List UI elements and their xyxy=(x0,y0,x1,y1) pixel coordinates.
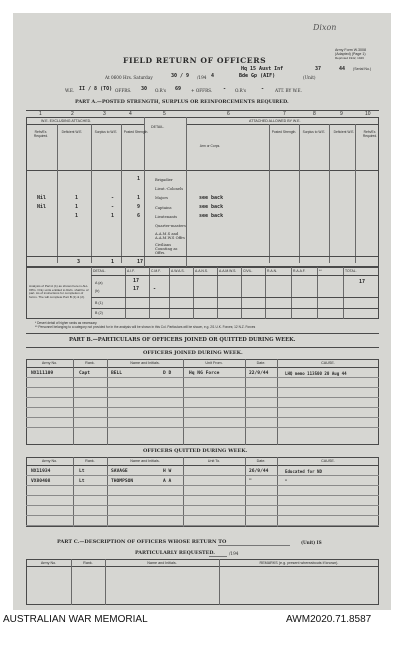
handwritten-annotation: Dixon xyxy=(313,23,337,32)
table-header: REMARKS (e.g. present whereabouts if known). xyxy=(259,561,339,565)
table-header: Unit From. xyxy=(205,361,223,365)
form-page xyxy=(13,13,391,610)
cell-arm-corps: see back xyxy=(199,213,224,219)
column-number: 3 xyxy=(103,111,106,117)
row-rule xyxy=(26,417,379,418)
part-a-table xyxy=(26,117,379,267)
year-typed: 4 xyxy=(211,73,215,79)
sub-header: Deficient W.E. xyxy=(333,130,355,134)
year-prefix: /194 xyxy=(197,75,207,80)
column-divider xyxy=(73,457,74,527)
cell-surplus: 1 xyxy=(111,213,115,219)
army-form-adapted: (Adapted) (Page 1) xyxy=(335,52,366,56)
part-c-unit-is: (Unit) IS xyxy=(301,540,322,545)
cell-arm-corps: see back xyxy=(199,195,224,201)
part-c-title: PART C.—DESCRIPTION OF OFFICERS WHOSE RETURN TO xyxy=(57,539,227,545)
column-number: 9 xyxy=(340,111,343,117)
row-rule xyxy=(26,495,379,496)
rule xyxy=(26,465,379,466)
rule xyxy=(209,556,227,557)
part-c-year: /194 xyxy=(229,551,239,556)
table-header: Army No. xyxy=(41,361,58,365)
part-c-particularly: PARTICULARLY REQUESTED. xyxy=(135,550,215,556)
table-header: Name and Initials. xyxy=(130,459,160,463)
cause: " xyxy=(285,479,288,484)
analysis-col-header: TOTAL. xyxy=(345,269,357,273)
column-divider xyxy=(57,124,58,263)
cell-surplus: - xyxy=(111,204,115,210)
ors2-typed: - xyxy=(261,86,265,92)
rule xyxy=(91,308,379,309)
rule xyxy=(26,566,379,567)
offrs2-typed: - xyxy=(223,86,227,92)
analysis-b-value: 17 xyxy=(133,286,140,292)
form-title: FIELD RETURN OF OFFICERS xyxy=(123,56,267,65)
army-number: NX111109 xyxy=(31,371,54,376)
rule xyxy=(91,297,379,298)
analysis-col-header: A.I.F. xyxy=(127,269,135,273)
rank-label: Lieutenants xyxy=(155,215,178,219)
column-number: 10 xyxy=(365,111,371,117)
sub-header: Surplus to W.E. xyxy=(94,130,118,134)
table-header: Unit To. xyxy=(207,459,221,463)
unit-label: (Unit) xyxy=(303,75,316,80)
we-label: W.E. xyxy=(65,88,75,93)
table-header: Name and Initials. xyxy=(147,561,177,565)
column-divider xyxy=(121,124,122,263)
column-divider xyxy=(299,124,300,263)
cell-arm-corps: see back xyxy=(199,204,224,210)
part-b-title: PART B.—PARTICULARS OF OFFICERS JOINED OR QUITTED DURING WEEK. xyxy=(69,337,296,343)
quitted-title: OFFICERS QUITTED DURING WEEK. xyxy=(143,448,248,454)
row-rule xyxy=(26,505,379,506)
we-typed: II / 8 (TO) xyxy=(79,86,113,92)
analysis-col-header: A.A.M.W.S. xyxy=(219,269,237,273)
column-number: 8 xyxy=(313,111,316,117)
footer-accession: AWM2020.71.8587 xyxy=(286,614,372,625)
cause: LHQ memo 113500 20 Aug 44 xyxy=(285,371,347,376)
table-header: CAUSE. xyxy=(321,361,335,365)
footnote-2: ** Personnel belonging to a category not provided for in the analysis will be shown in this Col. Particulars will be shown, e.g. 2/1 U.K. Forces; 12 N.Z. Forces xyxy=(35,325,256,329)
ors-label: O.R's xyxy=(155,88,166,93)
total-deficient: 3 xyxy=(77,259,81,265)
row-rule xyxy=(26,407,379,408)
unit: Hq NG Force xyxy=(189,371,220,376)
sub-header: Refn/Ex. Required. xyxy=(362,130,378,138)
column-divider xyxy=(107,457,108,527)
rank: Lt xyxy=(79,479,85,484)
rank-label: Lieut.-Colonels xyxy=(155,187,184,191)
sub-header: Refn/Ex. Required. xyxy=(33,130,49,138)
rule xyxy=(26,124,144,125)
analysis-col-header: DETAIL. xyxy=(93,269,106,273)
column-number: 2 xyxy=(71,111,74,117)
column-divider xyxy=(71,559,72,605)
rank-label: Quarter-masters xyxy=(155,224,186,228)
army-form-number: Army Form W.3008 xyxy=(335,48,366,52)
column-number: 6 xyxy=(227,111,230,117)
rule xyxy=(26,333,379,334)
ors2-label: O.R's xyxy=(235,88,246,93)
rule xyxy=(218,545,290,546)
rank-label: Majors xyxy=(155,196,168,200)
rule xyxy=(26,367,379,368)
analysis-note: Analysis of Part A (1) as shown here is ALL Offrs. Only units entitled to Refs. shall be of part. As of instructions for completion of forms. The will complete Part B (1) & (2). xyxy=(29,284,89,299)
column-divider xyxy=(183,359,184,445)
at-hours-label: At 0600 Hrs. Saturday xyxy=(105,75,153,80)
sub-header: Deficient W.E. xyxy=(61,130,83,134)
date: 22/9/44 xyxy=(249,371,269,376)
table-header: Rank. xyxy=(85,361,95,365)
column-divider xyxy=(329,124,330,263)
we-excluding-label: W.E. EXCLUDING ATTACHED. xyxy=(41,119,92,123)
analysis-b-label: (b) xyxy=(95,289,100,293)
officer-initials: H W xyxy=(163,469,172,474)
cell-posted: 6 xyxy=(137,213,141,219)
analysis-c-label: B (1) xyxy=(95,301,103,305)
cell-deficient: 1 xyxy=(75,195,79,201)
analysis-d-label: B (2) xyxy=(95,311,103,315)
rule xyxy=(91,275,379,276)
column-divider xyxy=(107,359,108,445)
officer-name: SAVAGE xyxy=(111,469,128,474)
table-header: Army No. xyxy=(41,459,58,463)
serial-no-typed: 44 xyxy=(339,66,346,72)
cell-posted: 1 xyxy=(137,176,141,182)
rank-label: A.A.M.S and A.A.M.W.S Offrs xyxy=(155,232,185,240)
row-rule xyxy=(26,525,379,526)
footnote-1: * Desert detail of higher ranks as necessary. xyxy=(35,321,98,325)
rule xyxy=(26,110,379,111)
column-divider xyxy=(219,559,220,605)
column-divider xyxy=(91,124,92,263)
row-rule xyxy=(26,515,379,516)
officer-initials: A A xyxy=(163,479,172,484)
row-rule xyxy=(26,387,379,388)
cell-deficient: 1 xyxy=(75,213,79,219)
rank: Capt xyxy=(79,371,91,376)
detail-header: DETAIL. xyxy=(151,125,165,129)
sub-header: Arm or Corps. xyxy=(199,144,221,148)
sub-header: Posted Strength. xyxy=(123,130,149,134)
analysis-a-value: 17 xyxy=(133,278,140,284)
analysis-col-header: A.W.A.S. xyxy=(171,269,185,273)
column-number: 1 xyxy=(39,111,42,117)
column-divider xyxy=(183,457,184,527)
column-number: 4 xyxy=(129,111,132,117)
analysis-col-header: A.A.N.S. xyxy=(195,269,209,273)
date-typed: 30 / 9 xyxy=(171,73,190,79)
cell-refn: Nil xyxy=(37,204,47,210)
footer-institution: AUSTRALIAN WAR MEMORIAL xyxy=(3,614,148,625)
analysis-b-dash: - xyxy=(153,286,157,292)
att-by-we-label: ATT. BY W.E. xyxy=(275,88,302,93)
officer-name: THOMPSON xyxy=(111,479,134,484)
column-divider xyxy=(277,457,278,527)
column-divider xyxy=(105,559,106,605)
army-number: NX11934 xyxy=(31,469,51,474)
table-header: Date. xyxy=(256,459,266,463)
unit-line2-typed: Bde Gp (AIF) xyxy=(239,73,276,79)
table-header: CAUSE. xyxy=(321,459,335,463)
row-rule xyxy=(26,377,379,378)
analysis-col-header: R.A.N. xyxy=(267,269,277,273)
column-divider xyxy=(144,117,145,267)
rank: Lt xyxy=(79,469,85,474)
column-divider xyxy=(355,124,356,263)
analysis-col-header: C.M.F. xyxy=(151,269,161,273)
total-posted: 17 xyxy=(137,259,144,265)
cell-surplus: - xyxy=(111,195,115,201)
rule xyxy=(186,124,379,125)
sub-header: Posted Strength. xyxy=(271,130,297,134)
joined-title: OFFICERS JOINED DURING WEEK. xyxy=(143,350,243,356)
offrs-label: OFFRS. xyxy=(115,88,132,93)
table-header: Rank. xyxy=(83,561,93,565)
unit-typed: Hq 15 Aust Inf xyxy=(241,66,284,72)
column-divider xyxy=(73,359,74,445)
rank-label: Captains xyxy=(155,206,172,210)
cause: Educated for ND xyxy=(285,469,322,474)
analysis-col-header: R.A.A.F. xyxy=(293,269,306,273)
cell-deficient: 1 xyxy=(75,204,79,210)
offrs-typed: 30 xyxy=(141,86,148,92)
cell-posted: 9 xyxy=(137,204,141,210)
column-number: 7 xyxy=(283,111,286,117)
analysis-col-header: ** xyxy=(319,269,322,273)
serial-typed: 37 xyxy=(315,66,322,72)
plus-offrs-label: + OFFRS. xyxy=(191,88,213,93)
total-surplus: 1 xyxy=(111,259,115,265)
cell-posted: 1 xyxy=(137,195,141,201)
date: " xyxy=(249,479,252,484)
column-divider xyxy=(245,359,246,445)
serial-no-label: (Serial No.) xyxy=(353,67,372,71)
row-rule xyxy=(26,397,379,398)
analysis-total: 17 xyxy=(359,279,366,285)
row-rule xyxy=(26,427,379,428)
archive-footer xyxy=(0,612,404,653)
analysis-col-header: CIVIL. xyxy=(243,269,253,273)
column-number: 5 xyxy=(163,111,166,117)
rule xyxy=(26,256,379,257)
table-header: Rank. xyxy=(85,459,95,463)
analysis-a-label: A (a) xyxy=(95,281,103,285)
table-header: Name and Initials. xyxy=(130,361,160,365)
table-header: Date. xyxy=(256,361,266,365)
army-form-reprint: Reprinted 1942, 1946 xyxy=(335,56,364,60)
rule xyxy=(26,347,379,348)
army-number: VX80408 xyxy=(31,479,51,484)
column-divider xyxy=(269,124,270,263)
column-divider xyxy=(245,457,246,527)
row-rule xyxy=(26,475,379,476)
attached-allowed-label: ATTACHED ALLOWED BY W.E. xyxy=(249,119,301,123)
column-divider xyxy=(277,359,278,445)
row-rule xyxy=(26,485,379,486)
quitted-table xyxy=(26,457,379,527)
cell-refn: Nil xyxy=(37,195,47,201)
officer-name: BELL xyxy=(111,371,123,376)
officer-initials: D D xyxy=(163,371,172,376)
sub-header: Surplus to W.E. xyxy=(302,130,326,134)
rule xyxy=(26,170,379,171)
rank-label: Brigadier xyxy=(155,178,173,182)
rank-label: Civilians Counting as Offrs. xyxy=(155,243,178,255)
ors-typed: 69 xyxy=(175,86,182,92)
table-header: Army No. xyxy=(40,561,57,565)
part-a-title: PART A.—POSTED STRENGTH, SURPLUS OR REINFORCEMENTS REQUIRED. xyxy=(75,99,289,105)
date: 26/9/44 xyxy=(249,469,269,474)
